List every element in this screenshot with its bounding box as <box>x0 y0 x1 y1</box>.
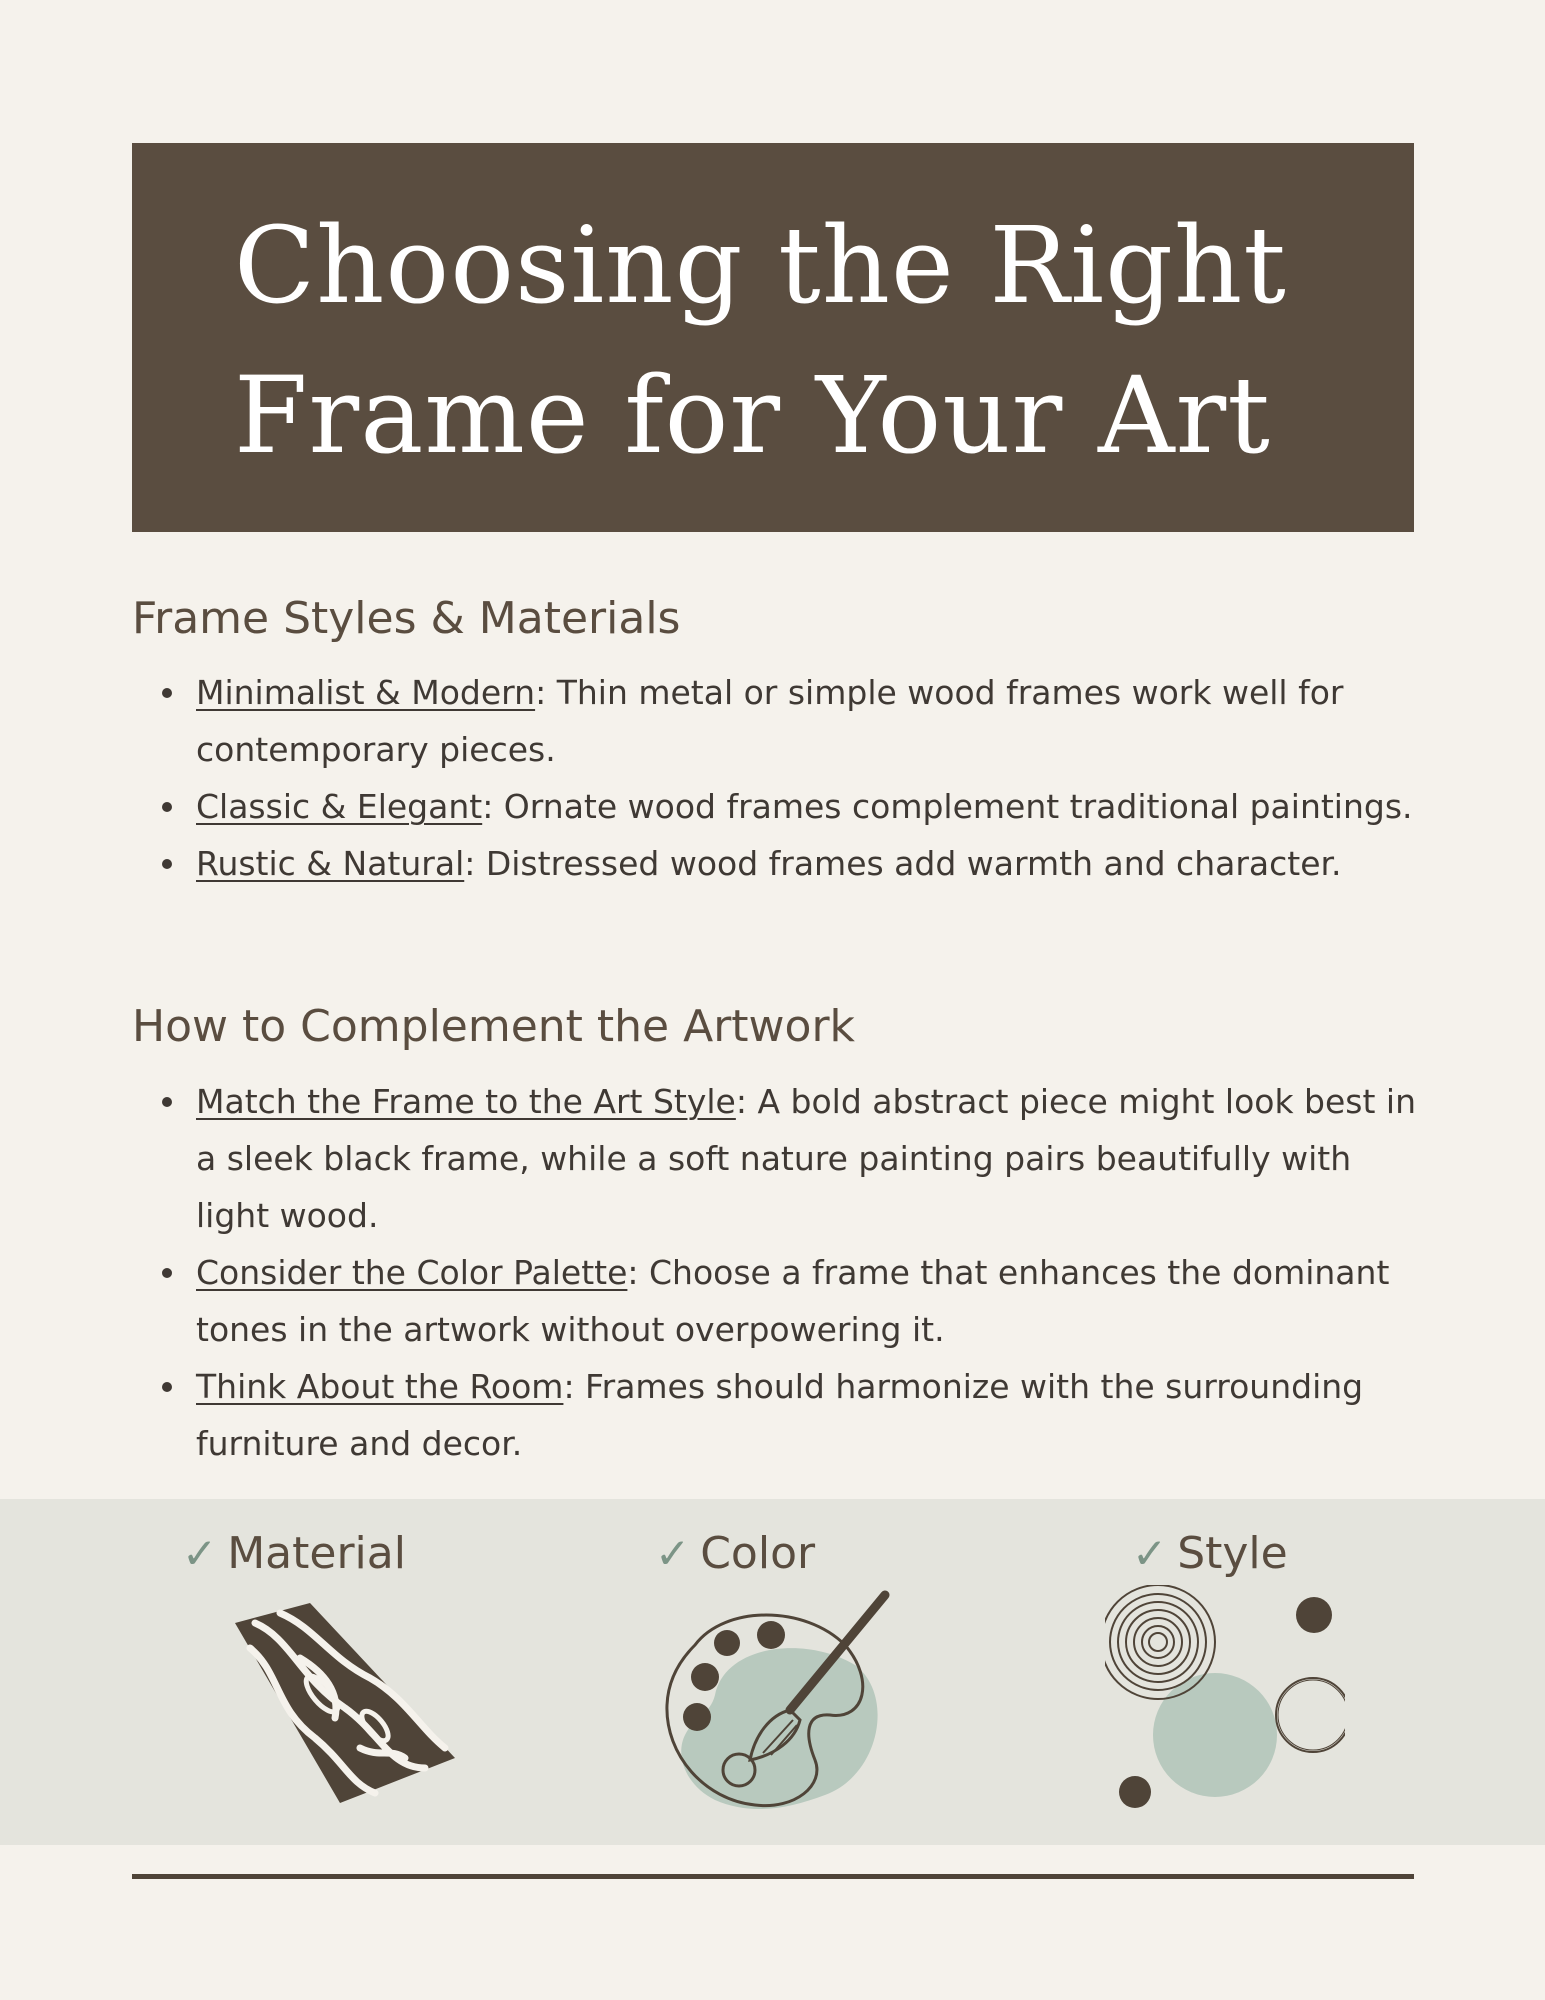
checkmark-icon: ✓ <box>655 1529 691 1578</box>
list-item-term: Rustic & Natural <box>196 844 465 883</box>
list-item-text: : Frames should harmonize with the surrounding furniture and decor. <box>196 1367 1364 1463</box>
feature-label: Style <box>1177 1528 1288 1579</box>
section-heading-frame-styles: Frame Styles & Materials <box>132 593 681 644</box>
list-item-term: Think About the Room <box>196 1367 564 1406</box>
abstract-circles-icon <box>1105 1585 1345 1820</box>
feature-color <box>655 1528 815 1579</box>
list-item-term: Classic & Elegant <box>196 787 483 826</box>
feature-material <box>182 1528 406 1579</box>
page-title-line-1: Choosing the Right <box>234 204 1287 327</box>
list-item-text: : Thin metal or simple wood frames work well for contemporary pieces. <box>196 673 1344 769</box>
list-item <box>196 778 1426 835</box>
feature-style <box>1132 1528 1288 1579</box>
palette-icon <box>655 1585 895 1825</box>
list-item <box>196 664 1426 778</box>
title-banner <box>132 143 1414 532</box>
feature-label: Material <box>227 1528 406 1579</box>
list-item-term: Match the Frame to the Art Style <box>196 1082 736 1121</box>
frame-styles-list <box>196 664 1426 892</box>
list-item <box>196 1244 1426 1358</box>
list-item <box>196 1358 1426 1472</box>
page-title-line-2: Frame for Your Art <box>234 354 1271 477</box>
checkmark-icon: ✓ <box>182 1529 218 1578</box>
list-item-text: : Ornate wood frames complement traditional paintings. <box>482 787 1413 826</box>
list-item-text: : Choose a frame that enhances the dominant tones in the artwork without overpowering it. <box>196 1253 1390 1349</box>
section-heading-complement: How to Complement the Artwork <box>132 1001 856 1052</box>
list-item-text: : A bold abstract piece might look best in a sleek black frame, while a soft nature painting pairs beautifully with light wood. <box>196 1082 1417 1235</box>
list-item-term: Consider the Color Palette <box>196 1253 628 1292</box>
list-item-term: Minimalist & Modern <box>196 673 536 712</box>
wood-grain-icon <box>230 1598 460 1808</box>
list-item-text: : Distressed wood frames add warmth and character. <box>464 844 1342 883</box>
list-item <box>196 1073 1426 1244</box>
complement-list <box>196 1073 1426 1472</box>
list-item <box>196 835 1426 892</box>
bottom-divider <box>132 1874 1414 1879</box>
feature-label: Color <box>700 1528 816 1579</box>
checkmark-icon: ✓ <box>1132 1529 1168 1578</box>
